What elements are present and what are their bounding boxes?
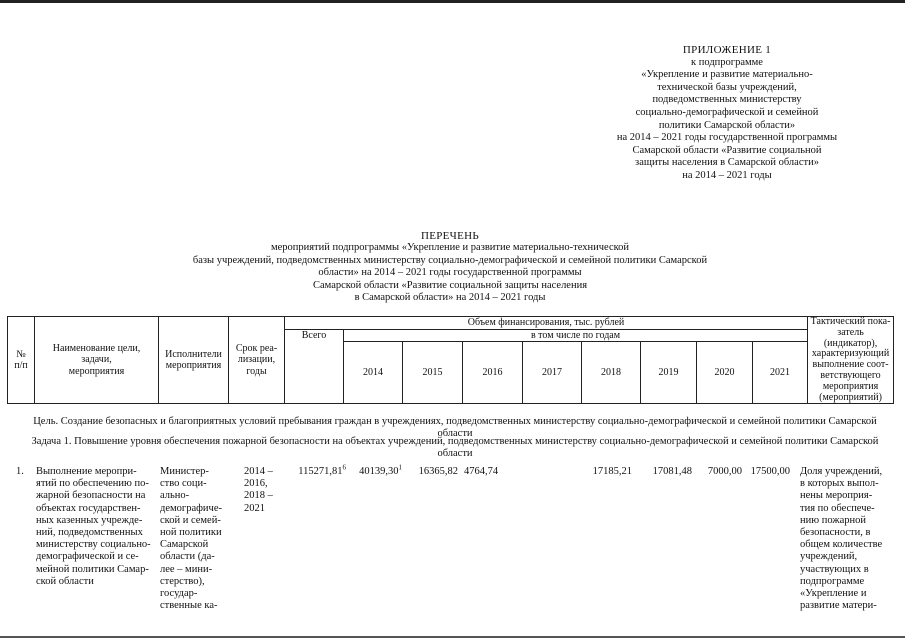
title-line: области» на 2014 – 2021 годы государственной программы	[318, 267, 582, 279]
header-year-2019: 2019	[641, 342, 697, 404]
appendix-heading: ПРИЛОЖЕНИЕ 1	[682, 44, 772, 56]
row-2015: 16365,82	[418, 466, 458, 477]
header-year-2015: 2015	[403, 342, 463, 404]
header-year-2020: 2020	[697, 342, 753, 404]
appendix-line: Самарской области «Развитие социальной	[632, 144, 822, 156]
appendix-line: политики Самарской области»	[658, 119, 796, 131]
appendix-line: к подпрограмме	[691, 56, 763, 68]
row-total-footnote: 6	[342, 463, 346, 472]
header-year-2014: 2014	[344, 342, 403, 404]
row-2018: 17185,21	[592, 466, 632, 477]
title-line: в Самарской области» на 2014 – 2021 годы	[354, 292, 546, 304]
row-2014-value: 40139,30	[359, 466, 399, 477]
row-2020: 7000,00	[707, 466, 742, 477]
row-2021: 17500,00	[750, 466, 790, 477]
row-total	[288, 463, 346, 478]
goal-text: Цель. Создание безопасных и благоприятных условий пребывания граждан в учреждениях, подведомственных министерству социально-демографической и семейной политики Самарской области	[33, 416, 877, 439]
header-funding: Объем финансирования, тыс. рублей	[285, 317, 808, 330]
document-title-block	[140, 230, 760, 304]
header-name: Наименование цели, задачи, мероприятия	[35, 317, 159, 404]
task-text: Задача 1. Повышение уровня обеспечения пожарной безопасности на объектах учреждений, подведомственных министерству социально-демографической и семейной политики Самарской области	[31, 436, 879, 459]
title-line: Самарской области «Развитие социальной защиты населения	[312, 279, 588, 291]
row-2014-footnote: 1	[398, 463, 402, 472]
row-2019: 17081,48	[652, 466, 692, 477]
appendix-line: на 2014 – 2021 годы	[682, 169, 772, 181]
header-term: Срок реа- лизации, годы	[229, 317, 285, 404]
row-2014	[348, 463, 402, 478]
appendix-line: на 2014 – 2021 годы государственной программы	[616, 132, 838, 144]
header-year-2021: 2021	[753, 342, 808, 404]
appendix-line: защиты населения в Самарской области»	[635, 157, 819, 169]
measures-table-header	[7, 316, 894, 404]
appendix-line: «Укрепление и развитие материально-	[641, 69, 813, 81]
row-term: 2014 – 2016, 2018 – 2021	[244, 466, 273, 514]
header-executors: Исполнители мероприятия	[159, 317, 229, 404]
appendix-line: подведомственных министерству	[652, 94, 802, 106]
header-num: № п/п	[8, 317, 35, 404]
top-edge-bar	[0, 0, 905, 3]
bottom-edge-bar	[0, 636, 905, 638]
header-year-2016: 2016	[463, 342, 523, 404]
document-title: ПЕРЕЧЕНЬ	[420, 230, 480, 242]
row-number: 1.	[16, 466, 24, 477]
appendix-line: социально-демографической и семейной	[635, 106, 819, 118]
header-year-2017: 2017	[523, 342, 582, 404]
title-line: базы учреждений, подведомственных министерству социально-демографической и семейной политики Самарской	[192, 254, 708, 266]
header-indicator: Тактический пока- затель (индикатор), характеризующий выполнение соот- ветствующего мероприятия (мероприятий)	[808, 317, 894, 404]
row-executor: Министер- ство соци- ально- демографиче- ской и семей- ной политики Самарской области (да- лее – мини- стерство), государ- ственные ка-	[160, 466, 222, 612]
appendix-line: технической базы учреждений,	[657, 81, 797, 93]
header-including: в том числе по годам	[344, 329, 808, 342]
header-total: Всего	[285, 329, 344, 404]
row-measure-name: Выполнение меропри- ятий по обеспечению по- жарной безопасности на объектах государствен- ных казенных учрежде- ний, подведомственных министерству социально- демографической и се- мейной политики Самар- ской области	[36, 466, 151, 587]
appendix-block	[582, 44, 872, 183]
header-year-2018: 2018	[582, 342, 641, 404]
row-indicator: Доля учреждений, в которых выпол- нены мероприя- тия по обеспече- нию пожарной безопасности, в общем количестве учреждений, участвующих в подпрограмме «Укрепление и развитие матери-	[800, 466, 883, 612]
row-total-value: 115271,81	[298, 466, 343, 477]
row-2016: 4764,74	[464, 466, 499, 477]
title-line: мероприятий подпрограммы «Укрепление и развитие материально-технической	[270, 242, 630, 254]
